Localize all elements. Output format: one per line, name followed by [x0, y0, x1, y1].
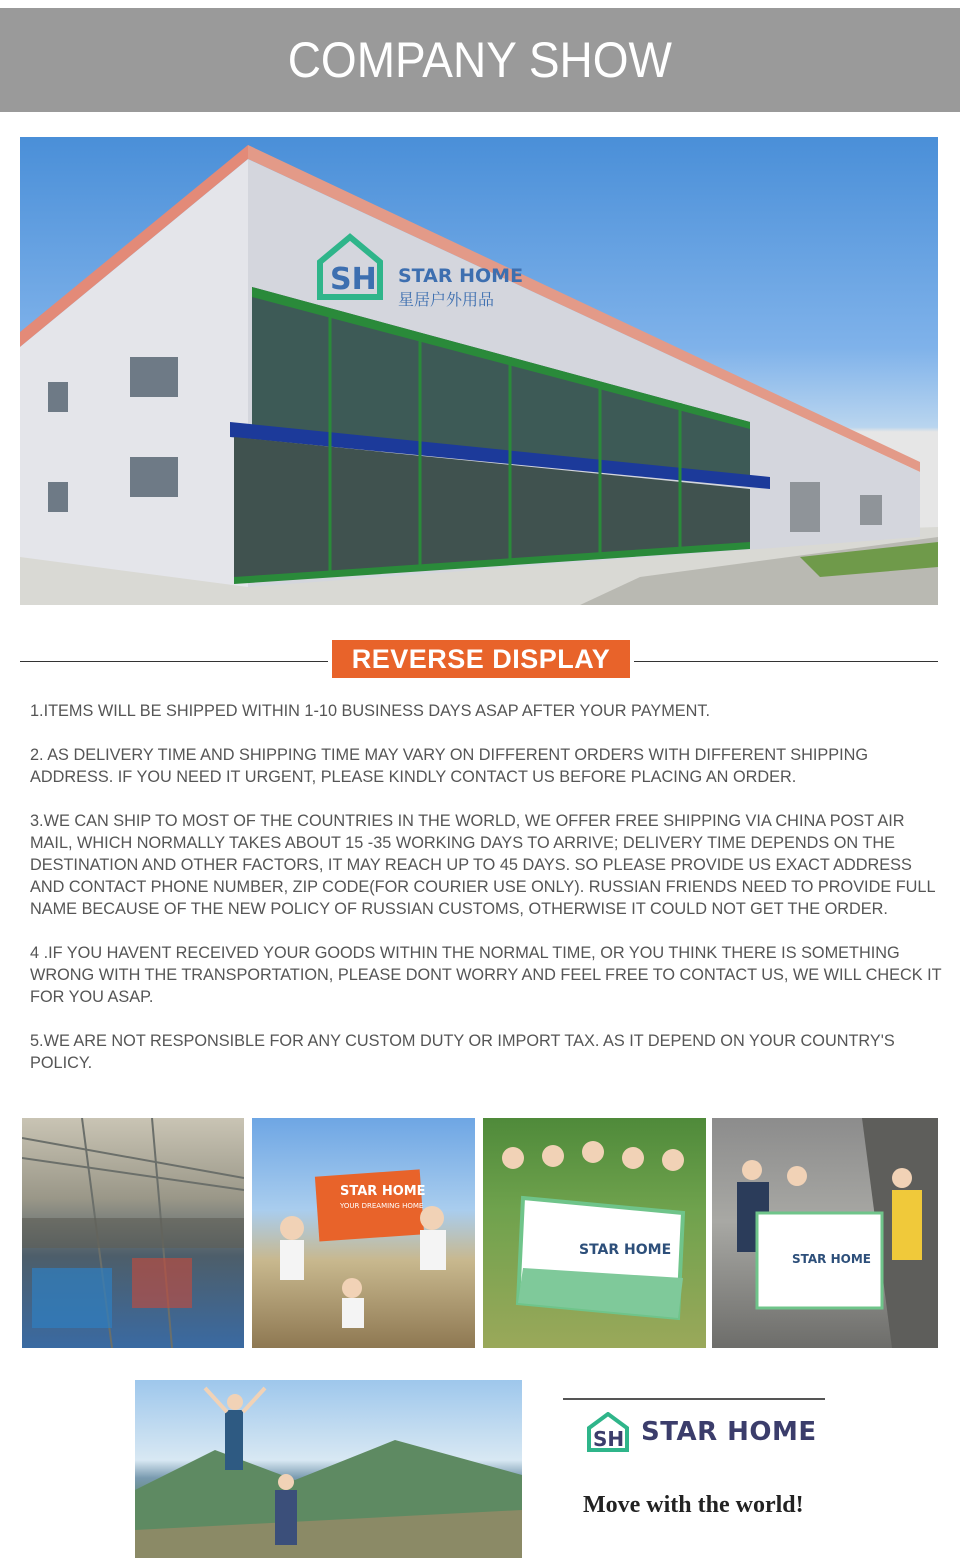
beach-team-photo — [252, 1118, 475, 1348]
team-illustration — [483, 1118, 706, 1348]
factory-sign — [398, 265, 523, 310]
warehouse-illustration — [22, 1118, 244, 1348]
factory-sign-brand: STAR HOME — [398, 265, 524, 287]
note-item: 5.WE ARE NOT RESPONSIBLE FOR ANY CUSTOM DUTY OR IMPORT TAX. AS IT DEPEND ON YOUR COUNTRY'S POLICY. — [30, 1032, 895, 1072]
brand-block — [563, 1398, 825, 1538]
beach-illustration — [252, 1118, 475, 1348]
factory-photo — [20, 137, 938, 605]
shipping-notes — [30, 700, 945, 1096]
brand-slogan: Move with the world! — [583, 1492, 804, 1518]
brand-logo — [587, 1412, 817, 1452]
company-show-header — [0, 8, 960, 112]
divider-right — [634, 661, 938, 662]
outdoor-group-photo — [712, 1118, 938, 1348]
note-item: 1.ITEMS WILL BE SHIPPED WITHIN 1-10 BUSINESS DAYS ASAP AFTER YOUR PAYMENT. — [30, 702, 711, 720]
divider-left — [20, 661, 328, 662]
note-item: 3.WE CAN SHIP TO MOST OF THE COUNTRIES IN THE WORLD, WE OFFER FREE SHIPPING VIA CHINA POST AIR MAIL, WHICH NORMALLY TAKES ABOUT 15 -35 WORKING DAYS TO ARRIVE; DELIVERY TIME DEPENDS ON THE DESTINATION AND OTHER FACTORS, IT MAY REACH UP TO 45 DAYS. SO PLEASE PROVIDE US EXACT ADDRESS AND CONTACT PHONE NUMBER, ZIP CODE(FOR COURIER USE ONLY). RUSSIAN FRIENDS NEED TO PROVIDE FULL NAME BECAUSE OF THE NEW POLICY OF RUSSIAN CUSTOMS, OTHERWISE IT COULD NOT GET THE ORDER. — [30, 812, 935, 918]
star-home-logo-icon — [587, 1412, 629, 1452]
brand-name: STAR HOME — [641, 1417, 817, 1447]
warehouse-photo — [22, 1118, 244, 1348]
svg-text:SH: SH — [330, 262, 377, 297]
team-banner-photo — [483, 1118, 706, 1348]
reverse-display-heading — [0, 640, 960, 678]
factory-illustration — [20, 137, 938, 605]
note-item: 2. AS DELIVERY TIME AND SHIPPING TIME MAY VARY ON DIFFERENT ORDERS WITH DIFFERENT SHIPPING ADDRESS. IF YOU NEED IT URGENT, PLEASE KINDLY CONTACT US BEFORE PLACING AN ORDER. — [30, 746, 869, 786]
page-title: COMPANY SHOW — [287, 32, 673, 88]
factory-sign-chinese: 星居户外用品 — [398, 290, 495, 309]
hiker-illustration — [135, 1380, 522, 1558]
banner-brand-text: STAR HOME — [792, 1252, 871, 1266]
banner-brand-text: STAR HOME — [340, 1184, 426, 1199]
note-item: 4 .IF YOU HAVENT RECEIVED YOUR GOODS WITHIN THE NORMAL TIME, OR YOU THINK THERE IS SOMETHING WRONG WITH THE TRANSPORTATION, PLEASE DONT WORRY AND FEEL FREE TO CONTACT US, WE WILL CHECK IT FOR YOU ASAP. — [30, 944, 942, 1006]
banner-tagline-text: YOUR DREAMING HOME — [340, 1202, 424, 1210]
group-illustration — [712, 1118, 938, 1348]
hiker-summit-photo — [135, 1380, 522, 1558]
banner-brand-text: STAR HOME — [579, 1242, 672, 1258]
section-badge: REVERSE DISPLAY — [332, 640, 630, 678]
brand-divider — [563, 1398, 825, 1400]
svg-text:SH: SH — [593, 1427, 625, 1451]
